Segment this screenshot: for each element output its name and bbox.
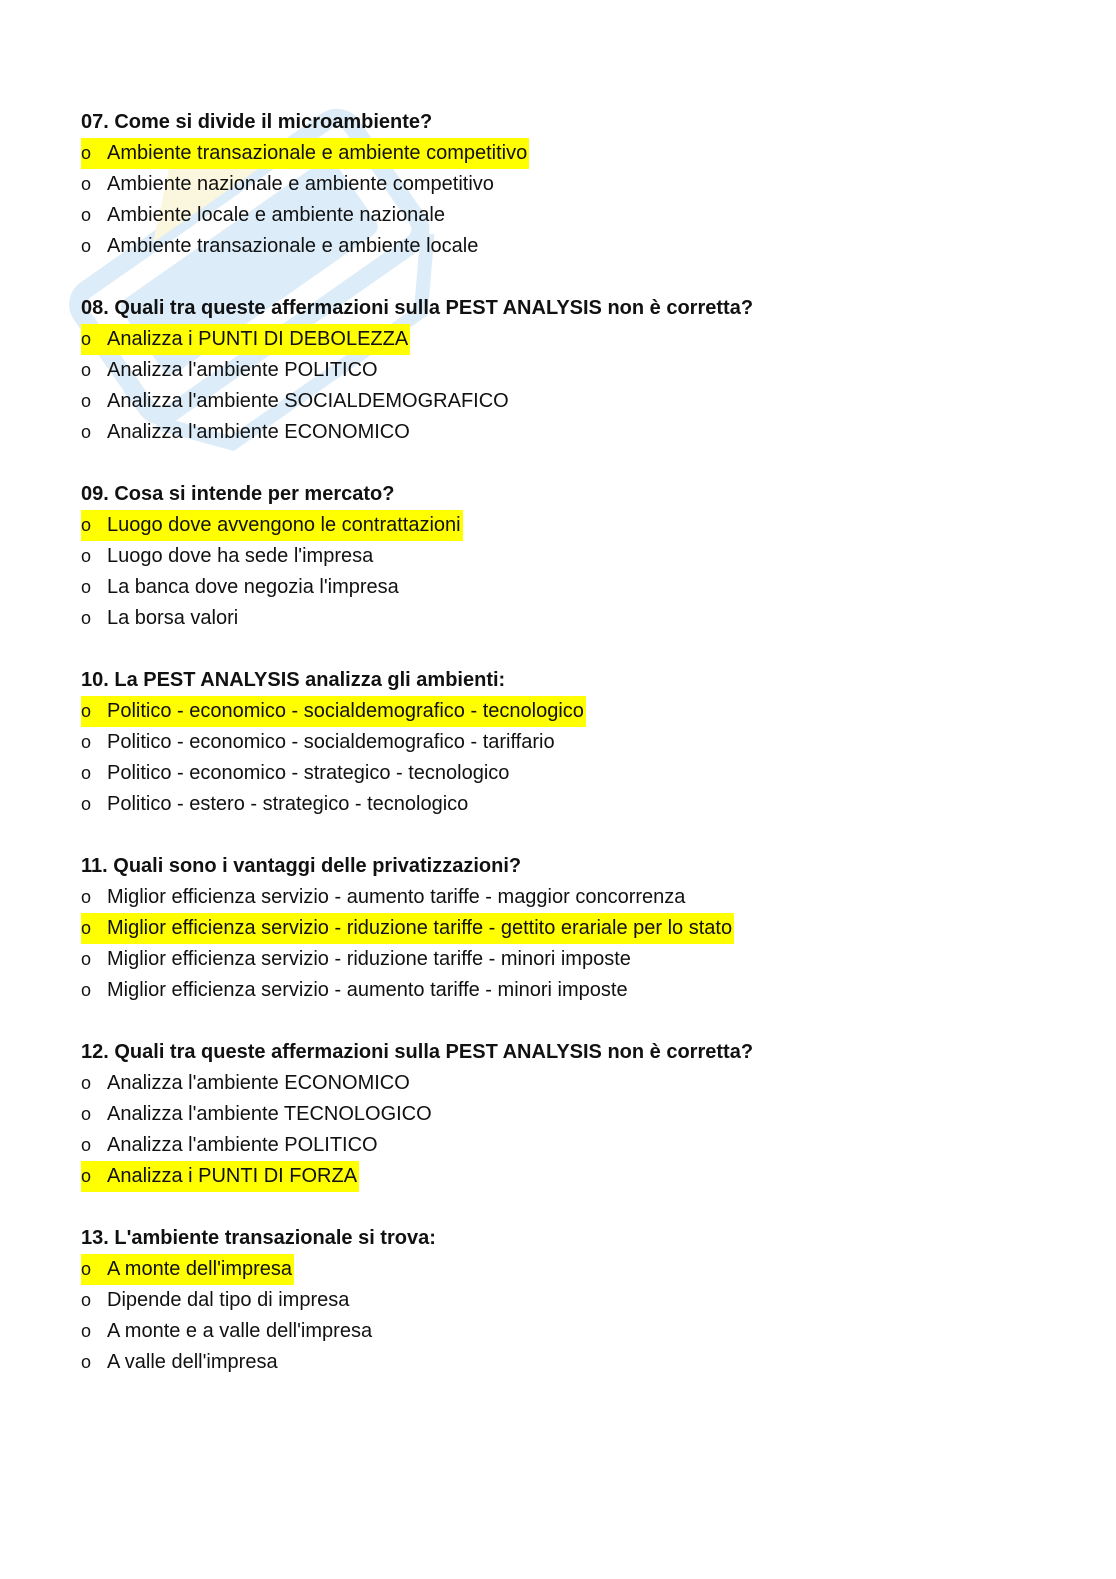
answer-text: Politico - economico - socialdemografico - tariffario	[107, 731, 555, 753]
bullet-icon: o	[81, 174, 92, 194]
question-block	[81, 851, 1041, 1006]
answer-text: Miglior efficienza servizio - riduzione tariffe - gettito erariale per lo stato	[107, 917, 733, 939]
answer-text: La borsa valori	[107, 607, 239, 629]
bullet-icon: o	[81, 360, 92, 380]
answer-option	[81, 324, 1041, 355]
bullet-icon: o	[81, 732, 92, 752]
answer-text: Dipende dal tipo di impresa	[107, 1289, 350, 1311]
bullet-icon: o	[81, 763, 92, 783]
answer-option	[81, 572, 1041, 603]
answer-text: A valle dell'impresa	[107, 1351, 278, 1373]
answer-text: Analizza l'ambiente POLITICO	[107, 1134, 378, 1156]
answer-text: Ambiente locale e ambiente nazionale	[107, 204, 445, 226]
answer-option	[81, 727, 1041, 758]
bullet-icon: o	[81, 1259, 92, 1279]
answer-option	[81, 1347, 1041, 1378]
answer-option	[81, 1254, 1041, 1285]
question-block	[81, 107, 1041, 262]
bullet-icon: o	[81, 794, 92, 814]
answer-option	[81, 1285, 1041, 1316]
answer-option	[81, 1161, 1041, 1192]
question-block	[81, 665, 1041, 820]
answer-option	[81, 510, 1041, 541]
bullet-icon: o	[81, 329, 92, 349]
bullet-icon: o	[81, 143, 92, 163]
bullet-icon: o	[81, 1352, 92, 1372]
bullet-icon: o	[81, 577, 92, 597]
answer-option	[81, 200, 1041, 231]
bullet-icon: o	[81, 1104, 92, 1124]
answer-text: Miglior efficienza servizio - riduzione tariffe - minori imposte	[107, 948, 631, 970]
bullet-icon: o	[81, 608, 92, 628]
answer-text: Ambiente transazionale e ambiente competitivo	[107, 142, 528, 164]
answer-option	[81, 603, 1041, 634]
bullet-icon: o	[81, 701, 92, 721]
question-title: 07. Come si divide il microambiente?	[81, 111, 433, 133]
answer-option	[81, 541, 1041, 572]
bullet-icon: o	[81, 205, 92, 225]
question-block	[81, 1037, 1041, 1192]
answer-text: Analizza l'ambiente SOCIALDEMOGRAFICO	[107, 390, 509, 412]
answer-option	[81, 789, 1041, 820]
answer-option	[81, 975, 1041, 1006]
answer-text: Miglior efficienza servizio - aumento tariffe - maggior concorrenza	[107, 886, 686, 908]
answer-text: Analizza l'ambiente ECONOMICO	[107, 1072, 410, 1094]
answer-option	[81, 231, 1041, 262]
answer-text: Luogo dove avvengono le contrattazioni	[107, 514, 461, 536]
question-block	[81, 1223, 1041, 1378]
answer-option	[81, 913, 1041, 944]
question-title: 08. Quali tra queste affermazioni sulla PEST ANALYSIS non è corretta?	[81, 297, 754, 319]
bullet-icon: o	[81, 391, 92, 411]
bullet-icon: o	[81, 546, 92, 566]
answer-text: Analizza l'ambiente ECONOMICO	[107, 421, 410, 443]
answer-option	[81, 355, 1041, 386]
answer-text: La banca dove negozia l'impresa	[107, 576, 399, 598]
answer-option	[81, 1316, 1041, 1347]
answer-text: Analizza l'ambiente TECNOLOGICO	[107, 1103, 432, 1125]
answer-option	[81, 169, 1041, 200]
bullet-icon: o	[81, 1321, 92, 1341]
answer-text: Politico - economico - socialdemografico - tecnologico	[107, 700, 584, 722]
answer-text: Analizza l'ambiente POLITICO	[107, 359, 378, 381]
answer-text: Ambiente transazionale e ambiente locale	[107, 235, 479, 257]
answer-option	[81, 944, 1041, 975]
bullet-icon: o	[81, 949, 92, 969]
bullet-icon: o	[81, 887, 92, 907]
answer-text: Miglior efficienza servizio - aumento tariffe - minori imposte	[107, 979, 628, 1001]
answer-option	[81, 138, 1041, 169]
bullet-icon: o	[81, 980, 92, 1000]
answer-option	[81, 696, 1041, 727]
question-title: 10. La PEST ANALYSIS analizza gli ambienti:	[81, 669, 506, 691]
answer-option	[81, 758, 1041, 789]
bullet-icon: o	[81, 918, 92, 938]
answer-option	[81, 386, 1041, 417]
answer-text: Politico - economico - strategico - tecnologico	[107, 762, 510, 784]
answer-text: Politico - estero - strategico - tecnologico	[107, 793, 469, 815]
answer-text: Luogo dove ha sede l'impresa	[107, 545, 374, 567]
question-title: 09. Cosa si intende per mercato?	[81, 483, 395, 505]
bullet-icon: o	[81, 1135, 92, 1155]
bullet-icon: o	[81, 422, 92, 442]
bullet-icon: o	[81, 236, 92, 256]
answer-text: A monte dell'impresa	[107, 1258, 293, 1280]
answer-option	[81, 882, 1041, 913]
answer-text: Analizza i PUNTI DI DEBOLEZZA	[107, 328, 409, 350]
quiz-page	[81, 107, 1041, 1409]
answer-option	[81, 417, 1041, 448]
answer-option	[81, 1068, 1041, 1099]
answer-text: A monte e a valle dell'impresa	[107, 1320, 373, 1342]
bullet-icon: o	[81, 1290, 92, 1310]
question-title: 11. Quali sono i vantaggi delle privatizzazioni?	[81, 855, 522, 877]
answer-text: Ambiente nazionale e ambiente competitivo	[107, 173, 494, 195]
bullet-icon: o	[81, 1073, 92, 1093]
question-block	[81, 479, 1041, 634]
bullet-icon: o	[81, 515, 92, 535]
bullet-icon: o	[81, 1166, 92, 1186]
question-title: 12. Quali tra queste affermazioni sulla PEST ANALYSIS non è corretta?	[81, 1041, 754, 1063]
question-block	[81, 293, 1041, 448]
question-title: 13. L'ambiente transazionale si trova:	[81, 1227, 436, 1249]
answer-option	[81, 1130, 1041, 1161]
answer-option	[81, 1099, 1041, 1130]
answer-text: Analizza i PUNTI DI FORZA	[107, 1165, 358, 1187]
